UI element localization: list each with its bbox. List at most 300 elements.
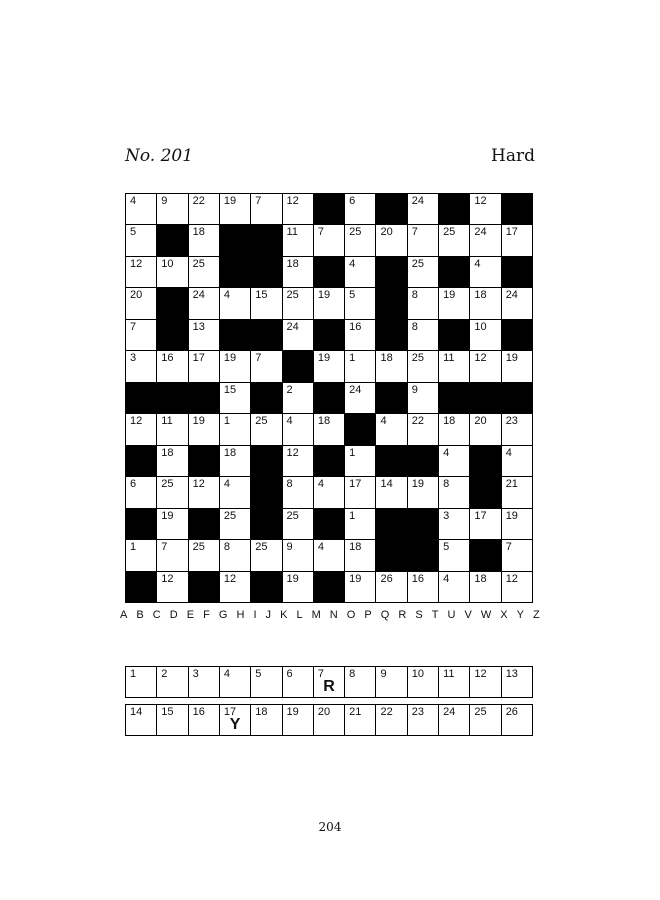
grid-cell[interactable] [189,194,219,224]
grid-cell[interactable] [314,414,344,444]
grid-cell[interactable] [251,288,281,318]
key-cell[interactable] [126,705,156,735]
cell-number: 19 [317,352,331,365]
grid-cell[interactable] [220,477,250,507]
cell-number: 18 [474,289,487,302]
grid-cell[interactable] [439,225,469,255]
key-number: 17 [223,706,237,718]
grid-cell[interactable] [345,320,375,350]
grid-cell[interactable] [408,288,438,318]
cell-number: 17 [192,352,205,365]
grid-cell[interactable] [157,414,187,444]
alphabet-letter: C [152,609,161,621]
cell-number: 6 [349,195,356,207]
cell-number: 4 [443,446,450,459]
alphabet-letter: E [186,609,195,621]
cell-number: 24 [411,195,425,207]
grid-cell[interactable] [502,572,532,602]
alphabet-letter: Q [380,609,390,621]
grid-cell[interactable] [189,288,219,318]
grid-cell[interactable] [408,477,438,507]
cell-number: 25 [255,415,268,428]
grid-cell[interactable] [376,225,406,255]
key-number: 16 [192,706,205,718]
cell-number: 7 [505,541,512,554]
grid-cell[interactable] [126,257,156,287]
grid-cell[interactable] [220,383,250,413]
grid-cell[interactable] [439,509,469,539]
grid-cell[interactable] [345,383,375,413]
cell-number: 10 [161,257,174,270]
grid-cell[interactable] [283,194,313,224]
alphabet-letter: R [398,609,407,621]
key-number: 18 [255,706,268,718]
key-number: 19 [286,706,299,718]
cell-number: 17 [474,509,487,522]
key-cell[interactable] [189,667,219,697]
grid-cell[interactable] [283,572,313,602]
grid-cell[interactable] [220,194,250,224]
key-cell[interactable] [220,705,250,735]
cell-number: 20 [474,415,487,428]
grid-cell[interactable] [345,572,375,602]
grid-cell-black [376,194,406,224]
grid-cell[interactable] [251,194,281,224]
cell-number: 4 [505,446,512,459]
cell-number: 4 [474,257,481,270]
grid-cell[interactable] [314,477,344,507]
grid-cell-black [408,540,438,570]
key-letter: Y [229,716,241,733]
grid-cell[interactable] [189,414,219,444]
key-cell[interactable] [157,705,187,735]
cell-number: 2 [286,383,293,396]
grid-cell[interactable] [345,509,375,539]
alphabet-letter: F [203,609,210,621]
cell-number: 19 [223,352,237,365]
cell-number: 19 [349,572,362,585]
grid-cell-black [408,446,438,476]
grid-cell-black [251,572,281,602]
grid-cell[interactable] [283,477,313,507]
cell-number: 25 [192,257,205,270]
cell-number: 19 [411,478,425,491]
grid-cell[interactable] [220,509,250,539]
grid-cell-black [314,383,344,413]
grid-cell[interactable] [376,351,406,381]
grid-cell[interactable] [157,194,187,224]
key-cell[interactable] [439,705,469,735]
grid-cell[interactable] [283,540,313,570]
grid-cell-black [408,509,438,539]
cell-number: 25 [161,478,174,491]
grid-cell[interactable] [189,225,219,255]
key-number: 24 [443,706,456,718]
grid-cell[interactable] [502,509,532,539]
grid-cell-black [502,257,532,287]
key-cell[interactable] [502,667,532,697]
key-cell[interactable] [470,667,500,697]
grid-cell[interactable] [283,414,313,444]
grid-cell[interactable] [439,446,469,476]
grid-cell-black [470,446,500,476]
key-cell[interactable] [470,705,500,735]
alphabet-letter: M [311,609,321,621]
grid-cell-black [314,320,344,350]
grid-cell-black [470,477,500,507]
cell-number: 15 [223,383,237,396]
grid-cell[interactable] [157,446,187,476]
key-number: 12 [474,668,487,680]
grid-cell-black [376,509,406,539]
grid-cell[interactable] [345,288,375,318]
grid-cell-black [376,320,406,350]
cell-number: 25 [411,257,425,270]
key-number: 25 [474,706,487,718]
cell-number: 7 [130,320,137,333]
grid-cell-black [126,509,156,539]
grid-cell-black [283,351,313,381]
cell-number: 3 [130,352,137,365]
cell-number: 16 [349,320,362,333]
grid-cell[interactable] [470,225,500,255]
grid-cell[interactable] [283,383,313,413]
codeword-grid [125,193,533,603]
grid-cell[interactable] [376,477,406,507]
cell-number: 9 [286,541,293,554]
grid-cell[interactable] [283,320,313,350]
key-cell[interactable] [283,667,313,697]
grid-cell[interactable] [439,572,469,602]
cell-number: 8 [411,320,418,333]
grid-cell-black [157,320,187,350]
cell-number: 19 [192,415,205,428]
key-number: 22 [380,706,393,718]
grid-cell[interactable] [470,320,500,350]
cell-number: 25 [286,289,299,302]
cell-number: 12 [474,352,487,365]
grid-cell[interactable] [126,225,156,255]
grid-cell[interactable] [439,351,469,381]
cell-number: 24 [192,289,205,302]
grid-cell[interactable] [220,572,250,602]
grid-cell[interactable] [283,288,313,318]
grid-cell[interactable] [408,320,438,350]
grid-cell[interactable] [470,572,500,602]
cell-number: 6 [130,478,137,491]
cell-number: 23 [505,415,518,428]
cell-number: 4 [286,415,293,428]
grid-cell-black [376,257,406,287]
key-cell[interactable] [376,667,406,697]
grid-cell-black [439,257,469,287]
grid-cell[interactable] [470,288,500,318]
grid-cell-black [189,509,219,539]
grid-cell[interactable] [502,288,532,318]
key-cell[interactable] [283,705,313,735]
alphabet-letter: V [464,609,472,621]
cell-number: 1 [223,415,231,428]
grid-cell[interactable] [408,414,438,444]
grid-cell[interactable] [189,540,219,570]
grid-cell[interactable] [251,540,281,570]
grid-cell-black [470,540,500,570]
grid-cell-black [314,257,344,287]
key-cell[interactable] [314,667,344,697]
grid-cell[interactable] [220,288,250,318]
grid-cell-black [251,477,281,507]
alphabet-letter: O [346,609,356,621]
key-cell[interactable] [314,705,344,735]
cell-number: 14 [380,478,393,491]
grid-cell-black [157,288,187,318]
grid-cell[interactable] [189,351,219,381]
cell-number: 12 [223,572,237,585]
grid-cell[interactable] [470,257,500,287]
grid-cell[interactable] [345,351,375,381]
cell-number: 25 [349,226,362,239]
key-cell[interactable] [408,667,438,697]
grid-cell[interactable] [220,414,250,444]
grid-cell[interactable] [189,477,219,507]
grid-cell[interactable] [126,414,156,444]
grid-cell[interactable] [220,446,250,476]
key-cell[interactable] [157,667,187,697]
cell-number: 4 [223,289,231,302]
grid-cell[interactable] [157,477,187,507]
grid-cell[interactable] [157,257,187,287]
cell-number: 4 [443,572,450,585]
cell-number: 7 [317,226,324,239]
key-number: 2 [161,668,168,680]
cell-number: 22 [192,195,205,207]
grid-cell[interactable] [251,351,281,381]
grid-cell[interactable] [283,446,313,476]
grid-cell-black [439,194,469,224]
grid-cell-black [126,446,156,476]
cell-number: 5 [130,226,137,239]
grid-cell-black [251,225,281,255]
alphabet-letter: H [236,609,245,621]
grid-cell[interactable] [126,477,156,507]
grid-cell-black [502,383,532,413]
cell-number: 25 [223,509,237,522]
alphabet-letter: X [500,609,508,621]
difficulty-label: Hard [491,146,535,166]
alphabet-letter: P [364,609,372,621]
key-cell[interactable] [408,705,438,735]
cell-number: 9 [411,383,418,396]
cell-number: 19 [317,289,331,302]
grid-cell[interactable] [439,477,469,507]
grid-cell[interactable] [283,257,313,287]
cell-number: 13 [192,320,205,333]
grid-cell[interactable] [408,383,438,413]
grid-cell[interactable] [502,477,532,507]
grid-cell[interactable] [283,225,313,255]
grid-cell-black [502,194,532,224]
grid-cell[interactable] [126,288,156,318]
alphabet-strip [120,609,540,621]
grid-cell[interactable] [345,477,375,507]
key-cell[interactable] [251,705,281,735]
grid-cell[interactable] [314,540,344,570]
grid-cell[interactable] [408,194,438,224]
key-cell[interactable] [345,705,375,735]
cell-number: 8 [443,478,450,491]
grid-cell[interactable] [314,225,344,255]
key-number: 9 [380,668,387,680]
cell-number: 19 [505,352,518,365]
grid-cell[interactable] [502,225,532,255]
key-number: 8 [349,668,356,680]
grid-cell[interactable] [439,288,469,318]
grid-cell-black [251,446,281,476]
grid-cell[interactable] [157,572,187,602]
cell-number: 8 [411,289,418,302]
grid-cell-black [376,446,406,476]
cell-number: 11 [286,226,298,239]
key-cell[interactable] [251,667,281,697]
grid-cell-black [314,572,344,602]
cell-number: 25 [286,509,299,522]
grid-cell[interactable] [126,540,156,570]
cell-number: 26 [380,572,393,585]
grid-cell-black [314,446,344,476]
grid-cell[interactable] [345,194,375,224]
cell-number: 17 [349,478,362,491]
key-number: 15 [161,706,174,718]
puzzle-number: No. 201 [125,146,194,166]
cell-number: 16 [411,572,425,585]
grid-cell[interactable] [126,194,156,224]
cell-number: 22 [411,415,425,428]
key-number: 10 [411,668,425,680]
cell-number: 19 [443,289,456,302]
cell-number: 12 [130,257,143,270]
cell-number: 3 [443,509,450,522]
cell-number: 18 [317,415,331,428]
alphabet-letter: K [280,609,288,621]
key-cell[interactable] [220,667,250,697]
grid-cell[interactable] [502,414,532,444]
cell-number: 4 [380,415,387,428]
grid-cell[interactable] [220,351,250,381]
alphabet-letter: N [329,609,338,621]
grid-cell[interactable] [345,225,375,255]
cell-number: 19 [161,509,174,522]
cell-number: 12 [286,195,299,207]
cell-number: 18 [286,257,299,270]
grid-cell-black [251,509,281,539]
grid-cell[interactable] [345,257,375,287]
grid-cell[interactable] [251,414,281,444]
grid-cell[interactable] [157,509,187,539]
cell-number: 20 [380,226,393,239]
grid-cell[interactable] [345,446,375,476]
cell-number: 9 [161,195,168,207]
grid-cell-black [502,320,532,350]
grid-cell[interactable] [502,351,532,381]
key-row-2 [125,704,533,736]
grid-cell[interactable] [502,540,532,570]
grid-cell[interactable] [314,288,344,318]
grid-cell[interactable] [408,225,438,255]
grid-cell[interactable] [502,446,532,476]
grid-cell-black [157,383,187,413]
grid-cell[interactable] [470,351,500,381]
key-cell[interactable] [189,705,219,735]
cell-number: 18 [349,541,362,554]
cell-number: 17 [505,226,518,239]
grid-cell-black [314,194,344,224]
cell-number: 15 [255,289,268,302]
grid-cell-black [220,225,250,255]
alphabet-letter: G [218,609,228,621]
alphabet-letter: A [120,609,128,621]
grid-cell[interactable] [408,351,438,381]
cell-number: 7 [255,352,262,365]
grid-cell[interactable] [283,509,313,539]
grid-cell[interactable] [470,194,500,224]
key-cell[interactable] [345,667,375,697]
grid-cell[interactable] [189,320,219,350]
cell-number: 10 [474,320,487,333]
grid-cell[interactable] [189,257,219,287]
key-cell[interactable] [502,705,532,735]
grid-cell[interactable] [408,572,438,602]
cell-number: 25 [192,541,205,554]
cell-number: 18 [161,446,174,459]
grid-cell[interactable] [314,351,344,381]
key-cell[interactable] [376,705,406,735]
grid-cell[interactable] [157,351,187,381]
grid-cell[interactable] [376,572,406,602]
key-cell[interactable] [126,667,156,697]
cell-number: 8 [223,541,231,554]
key-number: 14 [130,706,143,718]
cell-number: 21 [505,478,518,491]
grid-cell[interactable] [470,509,500,539]
key-number: 5 [255,668,262,680]
grid-cell[interactable] [408,257,438,287]
grid-cell[interactable] [439,414,469,444]
grid-cell[interactable] [220,540,250,570]
alphabet-letter: D [169,609,178,621]
grid-cell[interactable] [376,414,406,444]
cell-number: 24 [286,320,299,333]
key-number: 1 [130,668,137,680]
cell-number: 20 [130,289,143,302]
alphabet-letter: B [136,609,144,621]
cell-number: 7 [255,195,262,207]
cell-number: 4 [349,257,356,270]
key-number: 20 [317,706,331,718]
grid-cell[interactable] [345,540,375,570]
cell-number: 24 [349,383,362,396]
cell-number: 7 [411,226,418,239]
grid-cell[interactable] [126,351,156,381]
cell-number: 4 [317,541,324,554]
grid-cell[interactable] [439,540,469,570]
key-cell[interactable] [439,667,469,697]
key-number: 11 [443,668,455,680]
grid-cell[interactable] [126,320,156,350]
grid-cell-black [157,225,187,255]
grid-cell[interactable] [470,414,500,444]
cell-number: 12 [192,478,205,491]
grid-cell[interactable] [157,540,187,570]
